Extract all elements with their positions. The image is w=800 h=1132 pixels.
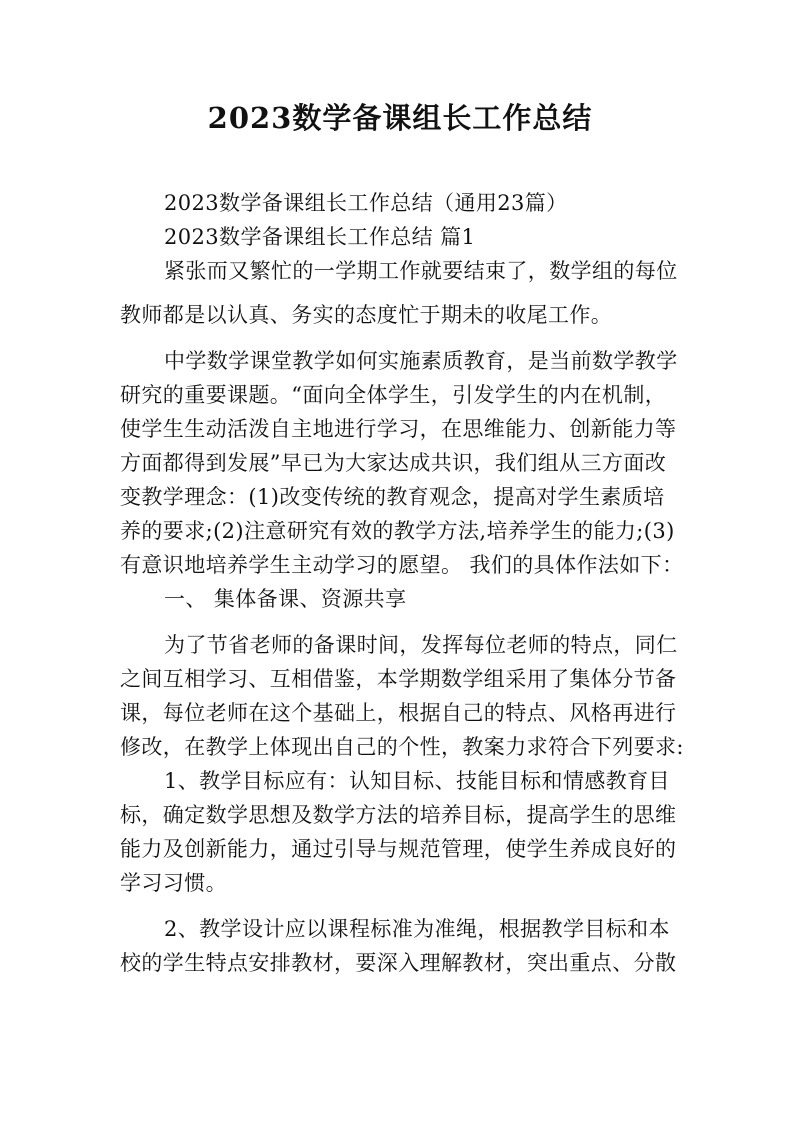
paragraph-line: 紧张而又繁忙的一学期工作就要结束了，数学组的每位 xyxy=(164,259,678,283)
paragraph-line: 研究的重要课题。“面向全体学生，引发学生的内在机制， xyxy=(120,383,667,407)
paragraph-line: 为了节省老师的备课时间，发挥每位老师的特点，同仁 xyxy=(164,633,678,657)
paragraph-line: 之间互相学习、互相借鉴，本学期数学组采用了集体分节备 xyxy=(120,667,677,691)
paragraph-line: 标，确定数学思想及数学方法的培养目标，提高学生的思维 xyxy=(120,803,677,827)
section-heading-line: 2023数学备课组长工作总结 篇1 xyxy=(164,225,476,249)
paragraph-line: 使学生生动活泼自主地进行学习，在思维能力、创新能力等 xyxy=(120,417,677,441)
paragraph-line: 课，每位老师在这个基础上，根据自己的特点、风格再进行 xyxy=(120,701,677,725)
paragraph-line: 方面都得到发展”早已为大家达成共识，我们组从三方面改 xyxy=(120,451,667,475)
paragraph-line: 教师都是以认真、务实的态度忙于期未的收尾工作。 xyxy=(120,303,613,327)
paragraph-line: 2、教学设计应以课程标准为准绳，根据教学目标和本 xyxy=(164,917,670,941)
paragraph-line: 学习习惯。 xyxy=(120,871,227,895)
paragraph-line: 校的学生特点安排教材，要深入理解教材，突出重点、分散 xyxy=(120,951,677,975)
paragraph-line: 修改，在教学上体现出自己的个性，教案力求符合下列要求: xyxy=(120,735,684,759)
paragraph-line: 变教学理念：(1)改变传统的教育观念，提高对学生素质培 xyxy=(120,485,665,509)
subtitle-line: 2023数学备课组长工作总结（通用23篇） xyxy=(164,191,568,215)
paragraph-line: 1、教学目标应有：认知目标、技能目标和情感教育目 xyxy=(164,769,670,793)
paragraph-line: 能力及创新能力，通过引导与规范管理，使学生养成良好的 xyxy=(120,837,677,861)
section-heading-line: 一、 集体备课、资源共享 xyxy=(164,587,407,611)
document-title: 2023数学备课组长工作总结 xyxy=(207,101,593,135)
paragraph-line: 有意识地培养学生主动学习的愿望。 我们的具体作法如下： xyxy=(120,553,684,577)
document-body xyxy=(120,186,682,980)
paragraph-line: 养的要求;(2)注意研究有效的教学方法,培养学生的能力;(3) xyxy=(120,519,675,543)
paragraph-line: 中学数学课堂教学如何实施素质教育，是当前数学教学 xyxy=(164,349,678,373)
